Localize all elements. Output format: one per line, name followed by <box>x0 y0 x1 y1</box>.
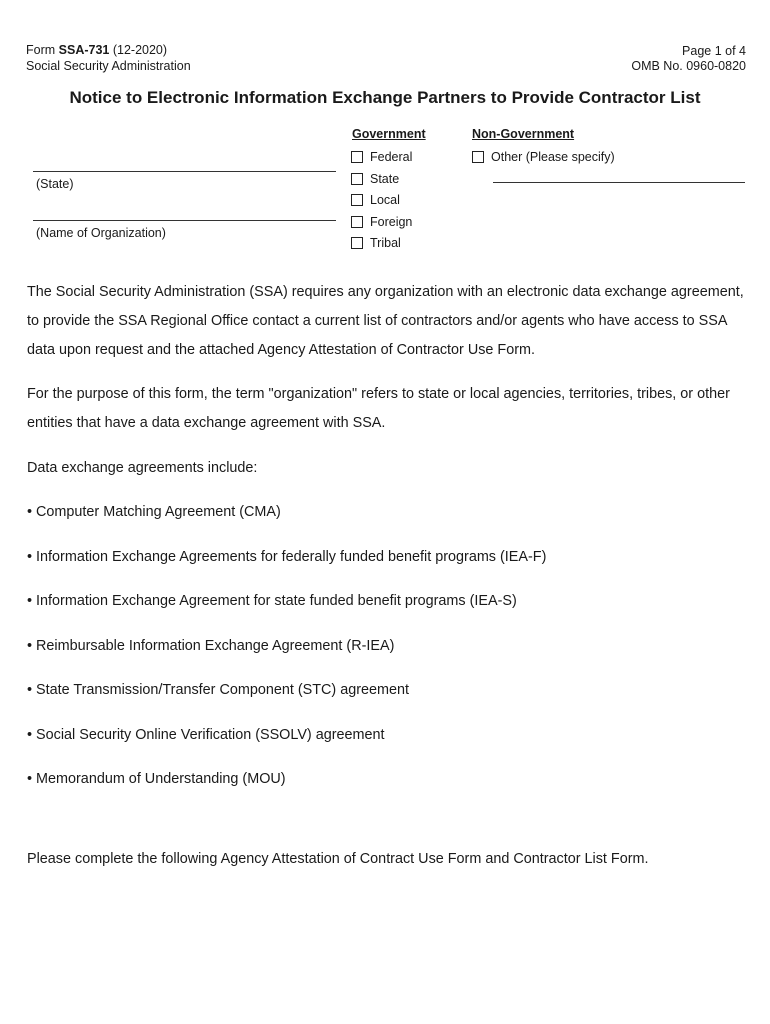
list-item: • State Transmission/Transfer Component (STC) agreement <box>27 682 410 698</box>
checkbox-box[interactable] <box>351 194 363 206</box>
checkbox-box[interactable] <box>351 173 363 185</box>
omb-number: OMB No. 0960-0820 <box>631 59 746 73</box>
checkbox-other[interactable] <box>472 150 615 164</box>
checkbox-box[interactable] <box>472 151 484 163</box>
checkbox-label: Local <box>370 193 400 207</box>
checkbox-label: Tribal <box>370 236 401 250</box>
list-item: • Reimbursable Information Exchange Agreement (R-IEA) <box>27 638 395 654</box>
list-item: • Information Exchange Agreements for federally funded benefit programs (IEA-F) <box>27 549 547 565</box>
closing-instruction: Please complete the following Agency Attestation of Contract Use Form and Contractor List Form. <box>27 851 649 867</box>
form-prefix: Form <box>26 43 59 57</box>
page-title: Notice to Electronic Information Exchange Partners to Provide Contractor List <box>69 88 701 107</box>
organization-label: (Name of Organization) <box>36 226 166 240</box>
page-info <box>631 44 746 74</box>
form-identifier <box>26 42 191 74</box>
state-field-line[interactable] <box>33 171 336 172</box>
checkbox-label: Foreign <box>370 215 413 229</box>
checkbox-foreign[interactable] <box>351 215 412 229</box>
list-item: • Computer Matching Agreement (CMA) <box>27 504 281 520</box>
other-specify-line[interactable] <box>493 182 745 183</box>
form-number: SSA-731 <box>58 43 110 57</box>
page-number: Page 1 of 4 <box>682 44 746 58</box>
checkbox-box[interactable] <box>351 216 363 228</box>
paragraph-requirement: The Social Security Administration (SSA) requires any organization with an electronic data exchange agreement, to provide the SSA Regional Office contact a current list of contractors and/or agents who have access to SSA data upon request and the attached Agency Attestation of Contractor Use Form. <box>27 284 744 358</box>
list-item: • Memorandum of Understanding (MOU) <box>27 771 286 787</box>
checkbox-local[interactable] <box>351 193 400 207</box>
list-item: • Social Security Online Verification (SSOLV) agreement <box>27 727 385 743</box>
checkbox-label: Federal <box>370 150 413 164</box>
checkbox-box[interactable] <box>351 237 363 249</box>
checkbox-state[interactable] <box>351 172 399 186</box>
non-government-heading: Non-Government <box>472 127 575 141</box>
agency-name: Social Security Administration <box>26 59 191 73</box>
state-label: (State) <box>36 177 74 191</box>
checkbox-label: Other (Please specify) <box>491 150 615 164</box>
checkbox-box[interactable] <box>351 151 363 163</box>
checkbox-federal[interactable] <box>351 150 412 164</box>
checkbox-tribal[interactable] <box>351 236 401 250</box>
checkbox-label: State <box>370 172 400 186</box>
list-item: • Information Exchange Agreement for state funded benefit programs (IEA-S) <box>27 593 517 609</box>
organization-field-line[interactable] <box>33 220 336 221</box>
government-heading: Government <box>352 127 426 141</box>
paragraph-agreements-intro: Data exchange agreements include: <box>27 460 258 476</box>
paragraph-definition: For the purpose of this form, the term "organization" refers to state or local agencies, territories, tribes, or other entities that have a data exchange agreement with SSA. <box>27 386 730 431</box>
form-date: (12-2020) <box>109 43 168 57</box>
